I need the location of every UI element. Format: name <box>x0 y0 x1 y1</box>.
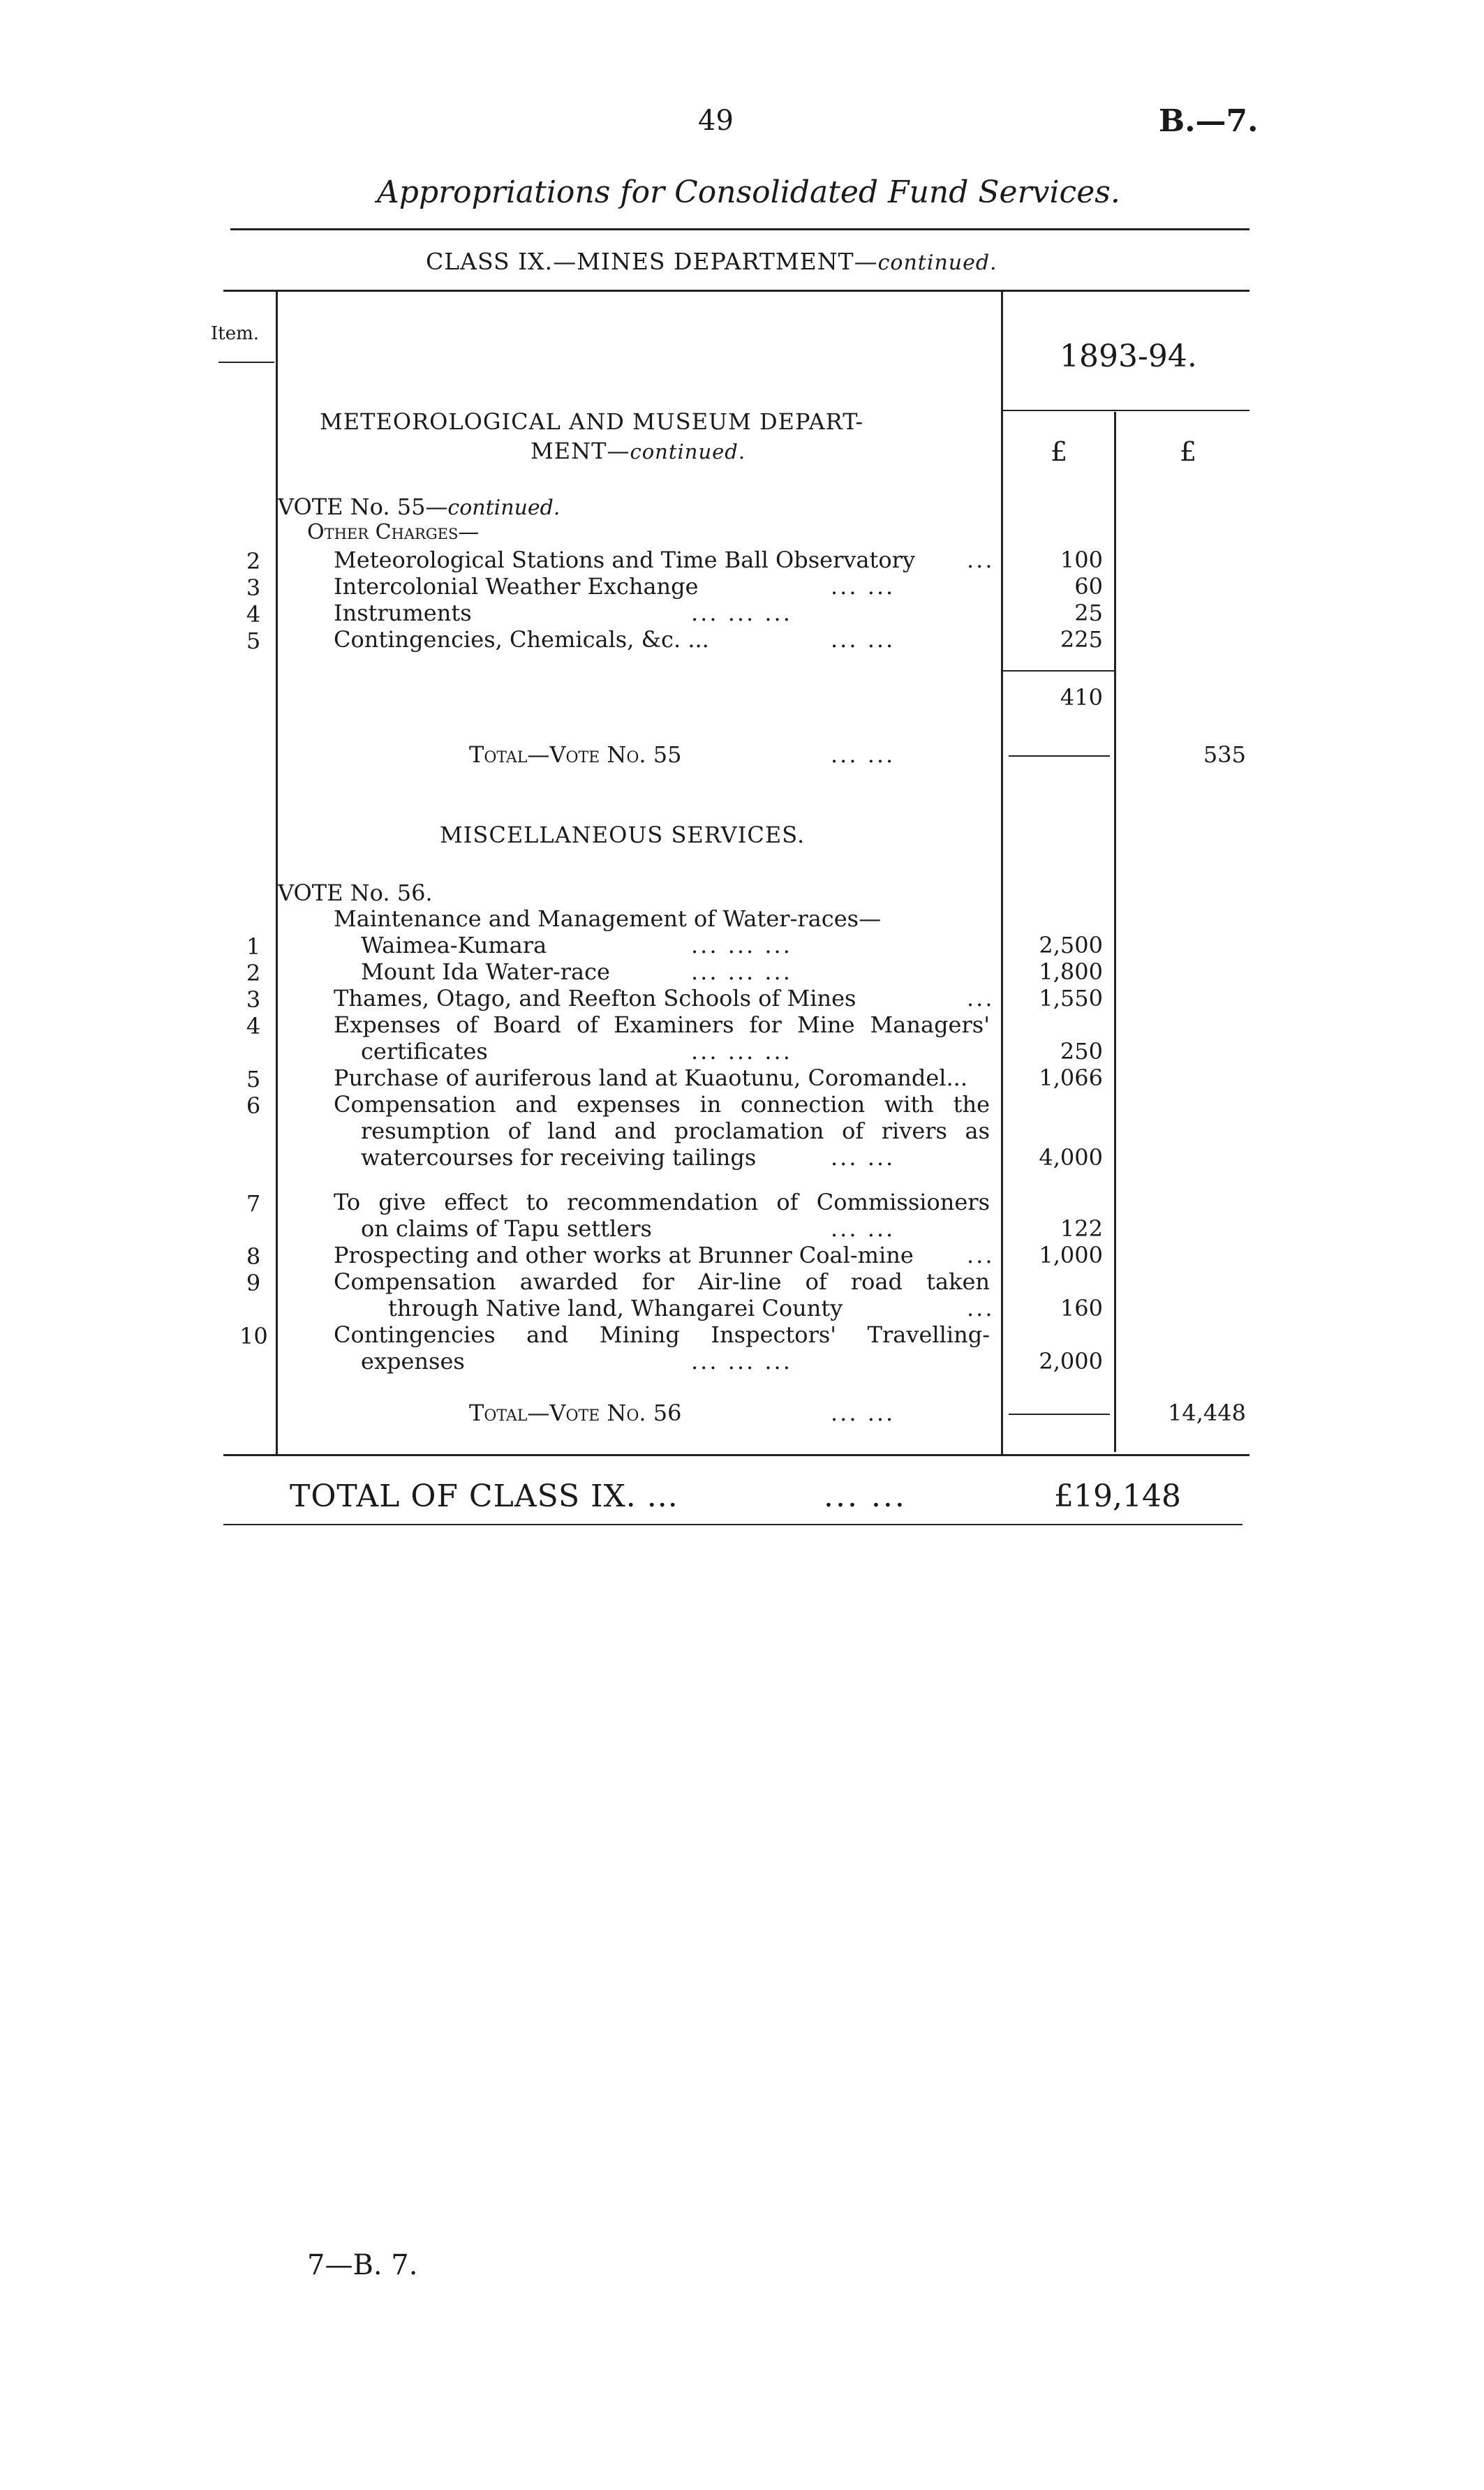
leader-dots: ... ... <box>831 573 896 600</box>
item-column-header: Item. <box>211 323 260 344</box>
section2-heading: MISCELLANEOUS SERVICES. <box>440 822 806 848</box>
amount-column-rule <box>1001 292 1003 1454</box>
item-number: 8 <box>246 1243 261 1270</box>
item-number: 7 <box>246 1190 261 1217</box>
item-number: 1 <box>246 933 261 960</box>
item-label: Thames, Otago, and Reefton Schools of Mines <box>334 985 856 1011</box>
item-amount: 1,066 <box>1039 1065 1103 1091</box>
page-number: 49 <box>698 105 734 137</box>
item-label: Meteorological Stations and Time Ball Observatory <box>334 547 916 573</box>
section1-heading-continued: continued. <box>630 440 746 464</box>
leader-dots: ... ... ... <box>691 1348 792 1374</box>
item-label: Compensation and expenses in connection with the <box>334 1091 990 1118</box>
item-number: 2 <box>246 548 261 575</box>
item-label: Contingencies, Chemicals, &c. ... <box>334 626 709 653</box>
class-total-amount: £19,148 <box>1054 1479 1181 1514</box>
rule-table-top <box>223 290 1249 292</box>
rule-bottom <box>223 1524 1242 1525</box>
class-heading-text: CLASS IX.—MINES DEPARTMENT— <box>426 248 878 275</box>
item-header-rule <box>218 362 274 363</box>
item-number: 5 <box>246 1066 261 1092</box>
class-total-label: TOTAL OF CLASS IX. ... <box>290 1479 678 1514</box>
vote56-heading: VOTE No. 56. <box>278 880 433 906</box>
water-races-heading: Maintenance and Management of Water-races— <box>334 905 882 932</box>
rule-top <box>230 228 1249 230</box>
item-amount: 100 <box>1060 547 1103 573</box>
item-label-continued: certificates <box>361 1038 488 1065</box>
page-title: Appropriations for Consolidated Fund Services. <box>377 175 1120 210</box>
leader-dots: ... <box>967 547 995 573</box>
leader-dots: ... <box>967 985 995 1011</box>
item-amount: 1,000 <box>1039 1242 1103 1268</box>
vote56-total-label: Total—Vote No. 56 <box>469 1400 682 1426</box>
item-amount: 2,500 <box>1039 932 1103 958</box>
item-label-continued: watercourses for receiving tailings <box>361 1144 757 1171</box>
subtotal-rule <box>1003 670 1114 672</box>
class-heading <box>426 248 997 275</box>
item-number: 3 <box>246 986 261 1013</box>
item-amount: 25 <box>1074 600 1103 626</box>
item-number: 4 <box>246 1013 261 1039</box>
item-number: 4 <box>246 601 261 628</box>
year-header-rule <box>1003 410 1249 411</box>
leader-dots: ... <box>967 1242 995 1268</box>
leader-dots: ... ... <box>831 1215 896 1242</box>
item-label: Intercolonial Weather Exchange <box>334 573 699 600</box>
item-amount: 225 <box>1060 626 1103 653</box>
other-charges-heading: Other Charges— <box>307 520 480 544</box>
item-label: To give effect to recommendation of Commissioners <box>334 1189 990 1215</box>
item-label: Expenses of Board of Examiners for Mine Managers' <box>334 1011 990 1038</box>
year-header: 1893-94. <box>1060 339 1197 374</box>
leader-dots: ... ... <box>831 1144 896 1171</box>
item-amount: 2,000 <box>1039 1348 1103 1374</box>
amount-subcolumn-rule <box>1114 412 1116 1452</box>
vote55-continued: continued. <box>447 496 561 520</box>
item-number: 2 <box>246 960 261 986</box>
vote55-total-amount: 535 <box>1203 741 1246 768</box>
item-label-continued: on claims of Tapu settlers <box>361 1215 652 1242</box>
item-label: Compensation awarded for Air-line of road taken <box>334 1268 990 1295</box>
item-amount: 160 <box>1060 1295 1103 1321</box>
item-label-continued: expenses <box>361 1348 465 1374</box>
item-label: Waimea-Kumara <box>361 932 547 958</box>
vote55-heading <box>278 494 560 520</box>
currency-col2: £ <box>1180 436 1197 467</box>
item-amount: 1,550 <box>1039 985 1103 1011</box>
total-rule <box>1009 755 1110 757</box>
item-number: 10 <box>239 1323 268 1349</box>
vote55-total-label: Total—Vote No. 55 <box>469 741 682 768</box>
item-label-continued: resumption of land and proclamation of rivers as <box>361 1118 990 1144</box>
item-label: Instruments <box>334 600 472 626</box>
leader-dots: ... ... <box>831 1400 896 1426</box>
leader-dots: ... ... <box>824 1479 907 1514</box>
item-label: Purchase of auriferous land at Kuaotunu, Coromandel... <box>334 1065 968 1091</box>
item-number: 3 <box>246 575 261 601</box>
leader-dots: ... <box>967 1295 995 1321</box>
vote56-total-amount: 14,448 <box>1168 1400 1246 1426</box>
leader-dots: ... ... <box>831 741 896 768</box>
leader-dots: ... ... <box>831 626 896 653</box>
total-rule <box>1009 1414 1110 1415</box>
item-number: 5 <box>246 628 261 654</box>
item-number: 9 <box>246 1270 261 1296</box>
item-label: Prospecting and other works at Brunner Coal-mine <box>334 1242 914 1268</box>
section1-heading-line2 <box>530 438 745 464</box>
page-footer: 7—B. 7. <box>307 2249 418 2281</box>
item-label: Mount Ida Water-race <box>361 958 610 985</box>
class-heading-continued: continued. <box>877 251 997 275</box>
item-amount: 60 <box>1074 573 1103 600</box>
rule-table-bottom <box>223 1454 1249 1456</box>
vote55-text: VOTE No. 55— <box>278 494 448 520</box>
item-column-rule <box>276 292 278 1454</box>
item-amount: 4,000 <box>1039 1144 1103 1171</box>
item-amount: 1,800 <box>1039 958 1103 985</box>
section1-heading-text: MENT— <box>530 438 630 464</box>
item-number: 6 <box>246 1092 261 1119</box>
subtotal-amount: 410 <box>1060 684 1103 711</box>
item-label-continued: through Native land, Whangarei County <box>388 1295 843 1321</box>
leader-dots: ... ... ... <box>691 958 792 985</box>
item-amount: 122 <box>1060 1215 1103 1242</box>
item-label: Contingencies and Mining Inspectors' Travelling- <box>334 1321 990 1348</box>
section1-heading-line1: METEOROLOGICAL AND MUSEUM DEPART- <box>320 408 864 435</box>
leader-dots: ... ... ... <box>691 1038 792 1065</box>
currency-col1: £ <box>1051 436 1068 467</box>
item-amount: 250 <box>1060 1038 1103 1065</box>
leader-dots: ... ... ... <box>691 600 792 626</box>
paper-reference: B.—7. <box>1159 103 1259 139</box>
leader-dots: ... ... ... <box>691 932 792 958</box>
